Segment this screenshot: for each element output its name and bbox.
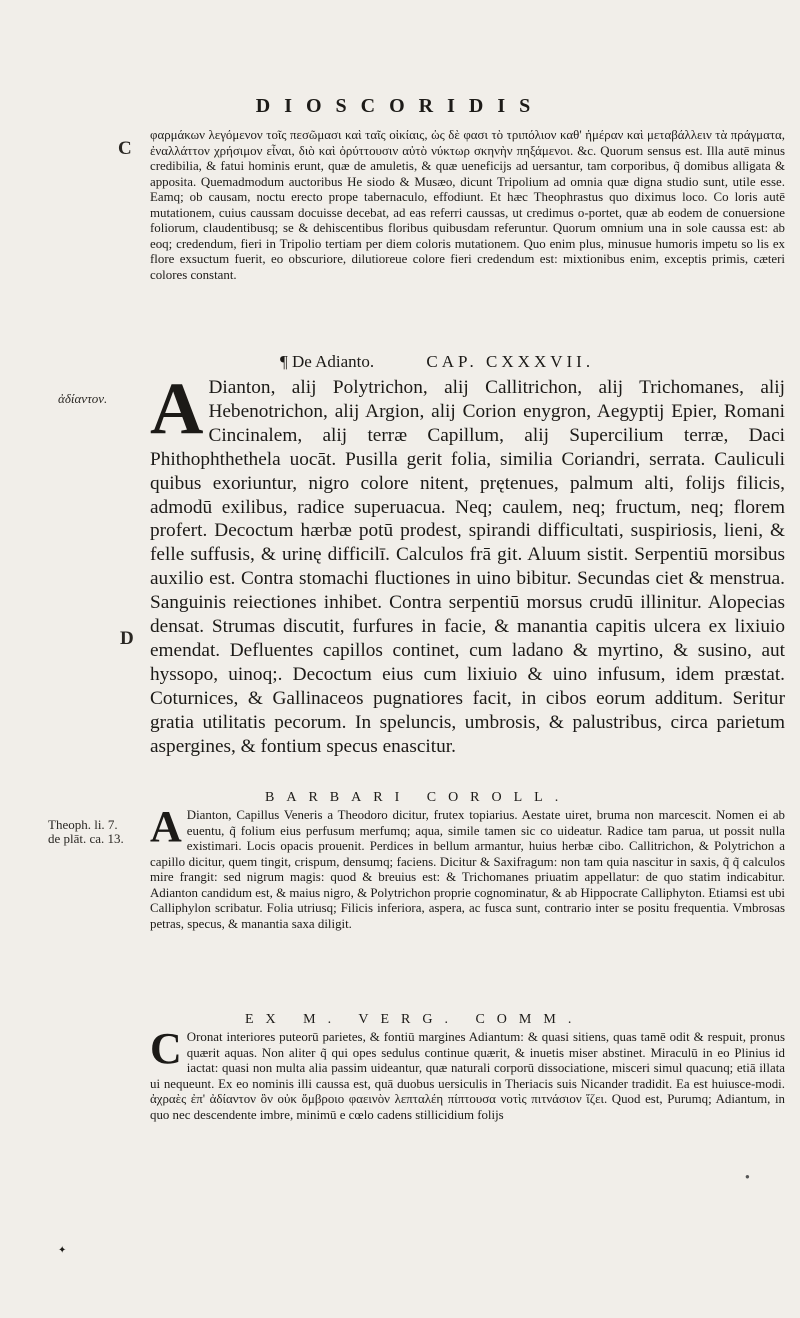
margin-note-line-1: Theoph. li. 7. [48, 817, 118, 832]
intro-paragraph: φαρμάκων λεγόμενον τοῖς πεσῶμασι καὶ ταῖς οἰκίαις, ὡς δὲ φασι τὸ τριπόλιον καθ' ἡμέραν καὶ μεταβάλλειν τὰ πράγματα, ἐναλλάττον χρήσιμον εἶναι, διὸ καὶ ὀρύττουσιν αὐτὸ νύκτωρ σκηνὴν πηξάμενοι. &c. Quorum sensus est. Illa autē minus credibilia, & fatui hominis erunt, quæ de amuletis, & quæ ueneficijs ad uersantur, tam corporibus, q̃ domibus alligata & apposita. Quemadmodum auctoribus He siodo & Musæo, dicunt Tripolium ad omnia quæ digna studio sunt, utile esse. Eamq; ob causam, noctu erecto prope tabernaculo, effodiunt. Et hæc Theophrastus quo diximus loco. Co loris autē mutationem, cuius caussam docuisse decebat, ad eas referri caussas, ut credimus o-portet, quæ ab eodem de conuersione foliorum, claudentibusq; se & dehiscentibus floribus quibusdam referuntur. Quorum omnium una in sole caussa est: ab eoq; credendum, fieri in Tripolio tertiam per diem coloris mutationem. Quo enim plus, minusue humoris impetu so lis ex flore exsuctum fuerit, eo obscuriore, dilutioreue colore fieri credendum est: mixtionibus enim, exceptis primis, cæteri colores constant. [150, 128, 785, 282]
comm-heading-row [150, 1012, 785, 1028]
margin-note-line-2: de plāt. ca. 13. [48, 831, 124, 846]
margin-greek-word: ἀδίαντον. [58, 391, 108, 406]
dropcap-c: C [150, 1024, 182, 1073]
margin-note-theoph [48, 818, 124, 846]
margin-letter-d: D [120, 628, 134, 649]
chapter-number: CAP. CXXXVII. [426, 352, 595, 371]
adiantum-paragraph: Dianton, alij Polytrichon, alij Callitrichon, alij Trichomanes, alij Hebenotrichon, alij Argion, alij Corion enygron, Aegyptij Epier, Romani Cincinalem, alij terræ Capillum, alij Supercilium terræ, Daci Phithophthethela uocāt. Pusilla gerit folia, similia Coriandri, serrata. Cauliculi quibus exoriuntur, nigro colore nitent, prętenues, palmum alti, folijs filicis, admodū exilibus, radice superuacua. Neq; caulem, neq; fructum, neq; florem profert. Decoctum hærbæ potū prodest, spirandi difficultati, suspiriosis, lieni, & felle suffusis, & urinę difficilī. Calculos frā git. Aluum sistit. Serpentiū morsibus auxilio est. Contra stomachi fluctiones in uino bibitur. Secundas ciet & menstrua. Sanguinis reiectiones inhibet. Contra serpentiū morsus crudū illinitur. Alopecias densat. Strumas discutit, furfures in facie, & manantia capitis ulcera ex lixiuio emendat. Defluentes capillos continet, cum ladano & myrtino, & susino, aut hyssopo, uinoq;. Decoctum eius cum lixiuio & uino infusum, idem præstat. Coturnices, & Gallinaceos pugnatiores facit, in cibos eorum additum. Seritur gratia utilitatis pecorum. In speluncis, umbrosis, & palustribus, circa parietum aspergines, & fontium specus enascitur. [150, 377, 785, 757]
chapter-heading [150, 352, 785, 372]
dropcap-a-small: A [150, 802, 182, 851]
comm-heading: EX M. VERG. COMM. [245, 1012, 584, 1027]
running-header: DIOSCORIDIS [255, 95, 545, 117]
comm-paragraph: Oronat interiores puteorū parietes, & fontiū margines Adiantum: & quasi sitiens, quas tamē odit & respuit, pronus quærit aquas. Non aliter q̃ qui opes sedulus continue quærit, & inuetis miser abstinet. Miraculū in eo Plinius id iactat: quasi non multa alia passim uideantur, quæ naturali corporū dissociatione, misceri simul quacunq; etiā illata ui nequeunt. Ex eo nominis illi caussa est, quā duobus uersiculis in Theriacis suis Nicander tradidit. Ea est huiusce-modi. ἀχραὲς ἐπ' ἀδίαντον ὃν οὐκ ὄμβροιο φαεινὸν λεπταλέη πίπτουσα νοτὶς πιτνάσιον ἵζει. Quod est, Purumq; Adiantum, in quo nec descendente imbre, minimū e cœlo cadens stillicidium folijs [150, 1030, 785, 1122]
adiantum-text-block [150, 368, 785, 759]
section-title: ¶ De Adianto. [280, 352, 375, 371]
barbari-heading: BARBARI COROLL. [265, 790, 571, 805]
barbari-block [150, 802, 785, 932]
comm-block [150, 1024, 785, 1123]
ornament-mark: ✦ [58, 1245, 67, 1256]
barbari-heading-row [150, 790, 785, 806]
ink-speck: ● [745, 1172, 750, 1181]
barbari-paragraph: Dianton, Capillus Veneris a Theodoro dicitur, frutex topiarius. Aestate uiret, bruma non marcescit. Nomen ei ab euentu, q̃ folium eius perfusum merfumq; aqua, simile tamen sic co uideatur. Radice tam parua, ut possit nulla existimari. Locis opacis prouenit. Perdices in bellum armantur, huius herbæ cibo. Callitrichon, & Polytrichon a capillo dicitur, quem tingit, crispum, densumq; faciens. Dicitur & Saxifragum: non tam quia nascitur in saxis, q̃ q̃ calculos mire frangit: sed nigrum magis: quod & breuius est: & Trichomanes priuatim appellatur: de quo statim indicabitur. Adianton candidum est, & maius nigro, & Polytrichon proprie cognominatur, & ab Hippocrate Calliphyton. Etiamsi est ubi Calliphylon scribatur. Folia utriusq; Filicis inferiora, aspera, ac fusca sunt, contrario inter se positu frequentia. Vmbrosas petras, specus, & manantia saxa diligit. [150, 808, 785, 931]
dropcap-a: A [150, 368, 204, 450]
margin-letter-c: C [118, 138, 132, 159]
